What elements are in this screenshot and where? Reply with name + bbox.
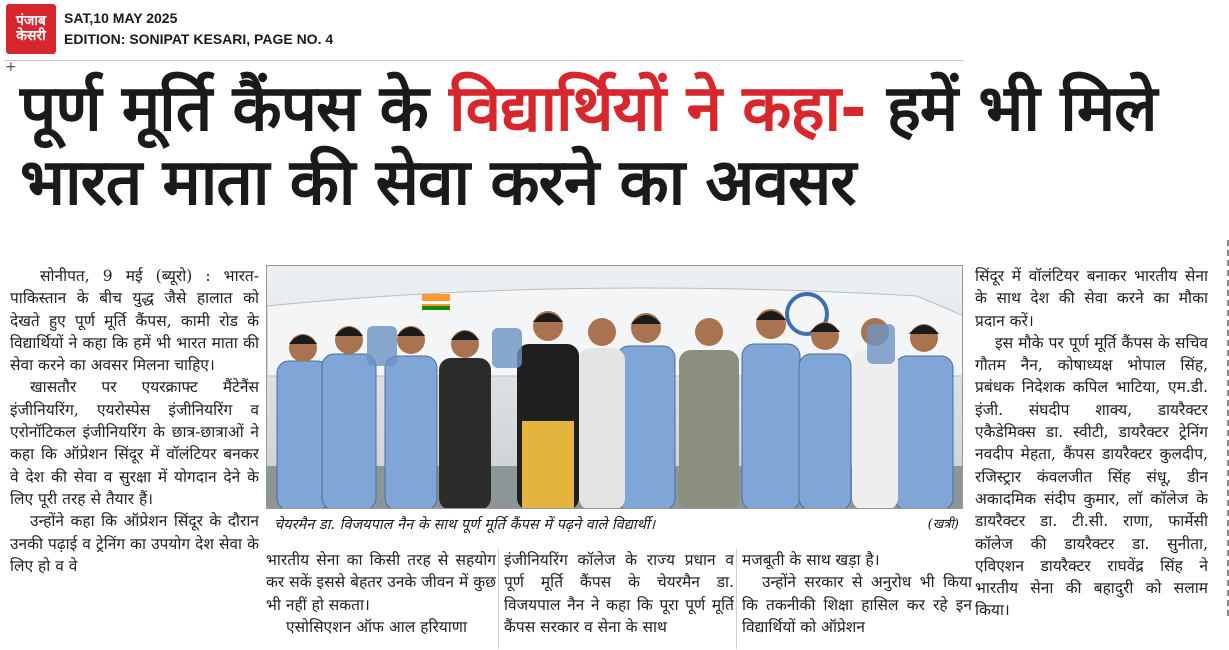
column-divider bbox=[498, 549, 499, 649]
article-column-2 bbox=[266, 549, 496, 649]
column-divider bbox=[736, 549, 737, 649]
paragraph: सोनीपत, 9 मई (ब्यूरो) : भारत-पाकिस्तान के बीच युद्ध जैसे हालात को देखते हुए पूर्ण मूर्ति कैंपस, कामी रोड के विद्यार्थियों ने कहा कि हमें भी भारत माता की सेवा करने का अवसर मिलना चाहिए। bbox=[10, 267, 259, 375]
paragraph: मजबूती के साथ खड़ा है। bbox=[742, 551, 880, 569]
header-divider bbox=[4, 60, 964, 61]
logo-line2: केसरी bbox=[16, 28, 46, 44]
students-photo-illustration bbox=[267, 266, 963, 509]
paragraph: एसोसिएशन ऑफ आल हरियाणा bbox=[286, 617, 468, 636]
issue-date: SAT,10 MAY 2025 bbox=[64, 10, 178, 26]
photo-caption bbox=[266, 511, 963, 539]
paragraph: इंजीनियरिंग कॉलेज के राज्य प्रधान व पूर्ण मूर्ति कैंपस के चेयरमैन डा. विजयपाल नैन ने कहा कि पूरा पूर्ण मूर्ति कैंपस सरकार व सेना के साथ bbox=[504, 551, 734, 636]
article-column-1 bbox=[10, 265, 259, 650]
headline bbox=[20, 72, 1220, 220]
group-photo bbox=[266, 265, 963, 509]
headline-highlight: विद्यार्थियों ने कहा- bbox=[449, 72, 866, 146]
headline-part2: हमें भी मिले भारत माता की सेवा करने का अवसर bbox=[20, 72, 1157, 220]
punjab-kesari-logo bbox=[6, 4, 56, 54]
logo-line1: पंजाब bbox=[16, 13, 46, 30]
crop-mark-icon: + bbox=[5, 59, 17, 75]
paragraph: सिंदूर में वॉलंटियर बनाकर भारतीय सेना के साथ देश की सेवा करने का मौका प्रदान करें। bbox=[975, 267, 1208, 330]
caption-text: चेयरमैन डा. विजयपाल नैन के साथ पूर्ण मूर्ति कैंपस में पढ़ने वाले विद्यार्थी। bbox=[274, 517, 656, 533]
edition-info bbox=[64, 8, 333, 50]
article-column-3 bbox=[504, 549, 734, 649]
paragraph: उन्होंने सरकार से अनुरोध भी किया कि तकनीकी शिक्षा हासिल कर रहे इन विद्यार्थियों को ऑप्रेशन bbox=[742, 573, 972, 636]
paragraph: उन्होंने कहा कि ऑप्रेशन सिंदूर के दौरान उनकी पढ़ाई व ट्रेनिंग का उपयोग देश सेवा के लिए हो व वे bbox=[10, 512, 259, 575]
edition-line: EDITION: SONIPAT KESARI, PAGE NO. 4 bbox=[64, 31, 334, 47]
article-column-right bbox=[975, 265, 1208, 650]
article-column-4 bbox=[742, 549, 972, 649]
paragraph: भारतीय सेना का किसी तरह से सहयोग कर सकें इससे बेहतर उनके जीवन में कुछ भी नहीं हो सकता। bbox=[266, 551, 496, 614]
paragraph: इस मौके पर पूर्ण मूर्ति कैंपस के सचिव गौतम नैन, कोषाध्यक्ष भोपाल सिंह, प्रबंधक निदेशक कपिल भाटिया, एम.डी. इंजी. संघदीप शाक्य, डायरैक्टर एकैडेमिक्स डा. स्वीटी, डायरैक्टर ट्रेनिंग नवदीप मेहता, कैंपस डायरैक्टर कुलदीप, रजिस्ट्रार कंवलजीत सिंह संधू, डीन अकादमिक संदीप कुमार, लॉ कॉलेज के डायरैक्टर डा. टी.सी. राणा, फार्मेसी कॉलेज की डायरैक्टर डा. सुनीता, एविएशन डायरैक्टर राघवेंद्र सिंह ने भारतीय सेना की बहादुरी को सलाम किया। bbox=[975, 333, 1208, 620]
paragraph: खासतौर पर एयरक्राफ्ट मैंटेनैंस इंजीनियरिंग, एयरोस्पेस इंजीनियरिंग व एरोनॉटिकल इंजीनियरिंग के छात्र-छात्राओं ने कहा कि ऑप्रेशन सिंदूर में वॉलंटियर बनकर वे देश की सेवा व सुरक्षा में योगदान देने के लिए पूरी तरह से तैयार हैं। bbox=[10, 378, 259, 508]
photo-credit: (खत्री) bbox=[927, 517, 959, 532]
headline-part1: पूर्ण मूर्ति कैंपस के bbox=[20, 72, 449, 146]
